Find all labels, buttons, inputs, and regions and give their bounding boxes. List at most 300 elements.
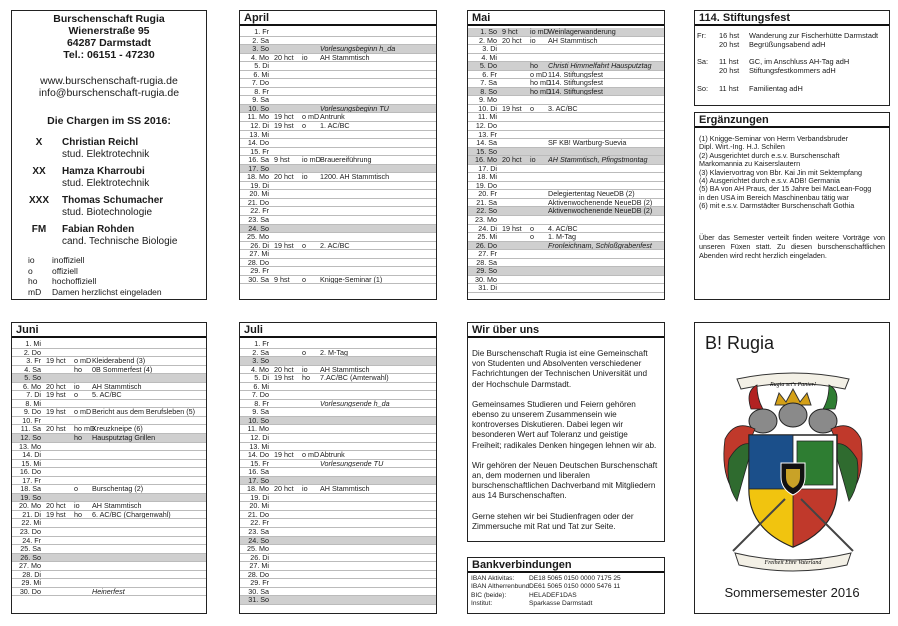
day-label: 15. Mi bbox=[21, 459, 41, 468]
day-label: 7. Do bbox=[251, 391, 269, 400]
coat-of-arms-icon bbox=[715, 369, 871, 575]
day-label: 12. Di bbox=[250, 122, 269, 131]
calendar-day-row bbox=[468, 28, 664, 37]
chargen-title: Die Chargen im SS 2016: bbox=[47, 115, 171, 127]
calendar-day-row bbox=[240, 156, 436, 165]
calendar-day-row bbox=[468, 96, 664, 105]
calendar-day-row bbox=[240, 519, 436, 528]
bank-label: BIC (beide): bbox=[471, 591, 507, 599]
time-label: 19 hst bbox=[502, 104, 522, 113]
day-label: 4. Mi bbox=[481, 53, 497, 62]
calendar-day-row bbox=[240, 242, 436, 251]
day-label: 25. Mo bbox=[247, 233, 269, 242]
about-text bbox=[472, 349, 658, 542]
calendar-day-row bbox=[240, 451, 436, 460]
day-label: 5. Di bbox=[254, 62, 269, 71]
time-label: 19 hct bbox=[274, 113, 294, 122]
day-label: 2. Mo bbox=[479, 36, 497, 45]
day-label: 14. Do bbox=[247, 451, 269, 460]
day-label: 21. Do bbox=[247, 510, 269, 519]
day-label: 13. Fr bbox=[478, 130, 497, 139]
calendar-day-row bbox=[240, 207, 436, 216]
day-label: 4. Sa bbox=[24, 365, 41, 374]
day-label: 17. So bbox=[248, 476, 269, 485]
day-label: 18. Sa bbox=[20, 485, 41, 494]
day-label: 22. So bbox=[476, 207, 497, 216]
day-label: 28. Di bbox=[22, 570, 41, 579]
day-label: 22. Fr bbox=[250, 207, 269, 216]
day-label: 16. Sa bbox=[248, 468, 269, 477]
charge-study: stud. Biotechnologie bbox=[62, 207, 153, 218]
calendar-day-row bbox=[12, 554, 206, 563]
calendar-day-row bbox=[12, 400, 206, 409]
event-label: 2. AC/BC bbox=[320, 241, 350, 250]
day-label: 27. Fr bbox=[478, 250, 497, 259]
calendar-day-row bbox=[240, 477, 436, 486]
time-label: 19 hct bbox=[46, 357, 66, 366]
calendar-day-row bbox=[240, 537, 436, 546]
day-label: 12. So bbox=[20, 434, 41, 443]
mode-label: io bbox=[302, 485, 308, 494]
calendar-day-row bbox=[240, 460, 436, 469]
calendar-day-row bbox=[240, 366, 436, 375]
day-label: 16. Mo bbox=[475, 156, 497, 165]
event-label: Hausputztag Grillen bbox=[92, 434, 156, 443]
panel-title: Bankverbindungen bbox=[468, 558, 664, 573]
calendar-day-row bbox=[12, 366, 206, 375]
day-label: 1. Fr bbox=[254, 28, 269, 36]
mode-label: ho mD bbox=[530, 87, 552, 96]
calendar-day-row bbox=[240, 502, 436, 511]
calendar-day-row bbox=[240, 216, 436, 225]
calendar-day-row bbox=[468, 216, 664, 225]
info-panel bbox=[11, 10, 207, 300]
time-label: 20 hct bbox=[274, 485, 294, 494]
event-label: Aktivenwochenende NeueDB (2) bbox=[548, 207, 653, 216]
day-label: 25. Sa bbox=[20, 545, 41, 554]
time-label: 19 hst bbox=[46, 510, 66, 519]
calendar-day-row bbox=[12, 425, 206, 434]
about-paragraph: Die Burschenschaft Rugia ist eine Gemeinschaft von Studenten und Absolventen verschiedener Fachrichtungen der Technischen Universität und der Hochschule Darmstadt. bbox=[472, 349, 648, 389]
calendar-day-row bbox=[468, 242, 664, 251]
day-label: 1. Mi bbox=[25, 340, 41, 348]
calendar-day-row bbox=[240, 139, 436, 148]
abbreviation-legend bbox=[28, 255, 162, 297]
day-label: 10. So bbox=[248, 416, 269, 425]
event-time: 20 hst bbox=[719, 40, 740, 49]
bank-label: Institut: bbox=[471, 600, 493, 608]
day-label: 31. Di bbox=[478, 284, 497, 293]
time-label: 20 hct bbox=[274, 173, 294, 182]
calendar-day-row bbox=[468, 267, 664, 276]
day-label: 18. Mo bbox=[247, 485, 269, 494]
calendar-day-row bbox=[240, 105, 436, 114]
day-label: 30. Do bbox=[19, 587, 41, 596]
calendar-day-row bbox=[240, 96, 436, 105]
calendar-day-row bbox=[240, 250, 436, 259]
day-label: 12. Do bbox=[475, 122, 497, 131]
day-label: 26. Do bbox=[475, 241, 497, 250]
day-label: 4. Mo bbox=[251, 53, 269, 62]
calendar-day-row bbox=[12, 588, 206, 597]
calendar-day-row bbox=[240, 199, 436, 208]
day-rows bbox=[240, 340, 436, 605]
about-paragraph: Wir gehören der Neuen Deutschen Burschenschaft an, dem modernen und liberalen burschenschaftlichen Dachverband mit Mitgliedern aus 14 Burschenschaften. bbox=[472, 460, 658, 501]
event-label: 3. AC/BC bbox=[548, 104, 578, 113]
calendar-day-row bbox=[12, 571, 206, 580]
day-label: 29. Fr bbox=[250, 267, 269, 276]
event-label: AH Stammtisch bbox=[320, 365, 370, 374]
mode-label: ho bbox=[74, 365, 82, 374]
day-label: 6. Mi bbox=[253, 70, 269, 79]
charge-name: Fabian Rohden bbox=[62, 224, 135, 235]
bank-value: Sparkasse Darmstadt bbox=[529, 600, 593, 608]
mode-label: o mD bbox=[74, 357, 92, 366]
calendar-day-row bbox=[12, 579, 206, 588]
day-label: 6. Fr bbox=[482, 70, 497, 79]
web-block bbox=[12, 75, 206, 99]
calendar-day-row bbox=[240, 468, 436, 477]
day-label: 5. Do bbox=[479, 62, 497, 71]
time-label: 20 hct bbox=[274, 53, 294, 62]
day-label: 26. So bbox=[20, 553, 41, 562]
event-label: Delegiertentag NeueDB (2) bbox=[548, 190, 635, 199]
crest-motto-top: Rugia sei's Panier! bbox=[770, 382, 816, 388]
event-text: Stiftungsfestkommers adH bbox=[749, 66, 836, 75]
footnote-line: (4) Ausgerichtet durch e.s.v. ADB! Germania bbox=[699, 176, 840, 186]
calendar-day-row bbox=[12, 511, 206, 520]
event-label: AH Stammtisch bbox=[320, 485, 370, 494]
day-label: 8. Mi bbox=[25, 399, 41, 408]
day-label: 22. Mi bbox=[21, 519, 41, 528]
calendar-day-row bbox=[468, 165, 664, 174]
day-label: 14. Sa bbox=[476, 139, 497, 148]
about-paragraph: Gemeinsames Studieren und Feiern gehören ebenso zu unserem Zusammensein wie kontroverses Diskutieren. Dabei legen wir besonderen Wert auf Toleranz und geistige Freiheit; radikales Denken hingegen lehnen wir ab. bbox=[472, 399, 657, 450]
calendar-day-row bbox=[468, 173, 664, 182]
time-label: 9 hst bbox=[274, 156, 290, 165]
mode-label: io bbox=[74, 382, 80, 391]
event-label: 7.AC/BC (Amterwahl) bbox=[320, 374, 389, 383]
event-label: 6. AC/BC (Chargenwahl) bbox=[92, 510, 171, 519]
day-label: 17. So bbox=[248, 164, 269, 173]
calendar-day-row bbox=[12, 528, 206, 537]
day-label: 3. Fr bbox=[26, 357, 41, 366]
day-label: 6. Mi bbox=[253, 382, 269, 391]
calendar-day-row bbox=[468, 284, 664, 293]
day-label: 20. Fr bbox=[478, 190, 497, 199]
event-label: Fronleichnam, Schloßgrabenfest bbox=[548, 241, 652, 250]
panel-title: 114. Stiftungsfest bbox=[695, 11, 889, 26]
calendar-day-row bbox=[240, 62, 436, 71]
mode-label: ho bbox=[530, 62, 538, 71]
bank-panel bbox=[467, 557, 665, 614]
day-label: 21. Sa bbox=[476, 198, 497, 207]
calendar-day-row bbox=[12, 417, 206, 426]
day-label: 19. Do bbox=[475, 181, 497, 190]
day-label: 9. Sa bbox=[252, 408, 269, 417]
time-label: 19 hst bbox=[274, 122, 294, 131]
charge-name: Thomas Schumacher bbox=[62, 195, 164, 206]
day-label: 10. Di bbox=[478, 104, 497, 113]
calendar-day-row bbox=[468, 207, 664, 216]
day-label: 15. Fr bbox=[250, 147, 269, 156]
day-label: 5. Di bbox=[254, 374, 269, 383]
month-title: Juni bbox=[12, 323, 206, 338]
mode-label: o bbox=[530, 224, 534, 233]
day-label: 9. Sa bbox=[252, 96, 269, 105]
calendar-day-row bbox=[240, 485, 436, 494]
legend-abbr: mD bbox=[28, 286, 42, 297]
day-label: 2. Do bbox=[23, 348, 41, 357]
time-label: 19 hst bbox=[274, 374, 294, 383]
website-link[interactable]: www.burschenschaft-rugia.de bbox=[40, 75, 178, 87]
event-label: Kreuzkneipe (6) bbox=[92, 425, 143, 434]
time-label: 19 hst bbox=[274, 241, 294, 250]
calendar-day-row bbox=[468, 250, 664, 259]
calendar-juli bbox=[239, 322, 437, 614]
day-label: 7. Sa bbox=[480, 79, 497, 88]
calendar-day-row bbox=[240, 579, 436, 588]
day-label: 30. Sa bbox=[248, 275, 269, 284]
event-text: Begrüßungsabend adH bbox=[749, 40, 826, 49]
calendar-day-row bbox=[240, 79, 436, 88]
day-label: 4. Mo bbox=[251, 365, 269, 374]
about-panel bbox=[467, 322, 665, 542]
mode-label: o bbox=[302, 348, 306, 357]
calendar-day-row bbox=[240, 391, 436, 400]
calendar-day-row bbox=[468, 156, 664, 165]
legend-text: Damen herzlichst eingeladen bbox=[52, 286, 162, 297]
day-label: 3. So bbox=[252, 357, 269, 366]
day-label: 10. Fr bbox=[22, 416, 41, 425]
footnote-line: Markomannia zu Kaiserslautern bbox=[699, 159, 801, 169]
calendar-day-row bbox=[240, 28, 436, 37]
day-label: 2. Sa bbox=[252, 36, 269, 45]
time-label: 20 hct bbox=[46, 502, 66, 511]
event-time: 16 hst bbox=[719, 31, 740, 40]
day-label: 14. Do bbox=[247, 139, 269, 148]
mode-label: ho mD bbox=[74, 425, 96, 434]
mode-label: ho bbox=[74, 434, 82, 443]
day-label: 11. Mi bbox=[477, 113, 497, 122]
mode-label: o bbox=[530, 104, 534, 113]
event-label: 114. Stiftungsfest bbox=[548, 70, 604, 79]
event-label: Heinerfest bbox=[92, 587, 125, 596]
calendar-juni bbox=[11, 322, 207, 614]
event-label: Abtrunk bbox=[320, 451, 345, 460]
event-label: Vorlesungsende TU bbox=[320, 459, 384, 468]
day-label: 26. Di bbox=[250, 553, 269, 562]
panel-title: Wir über uns bbox=[468, 323, 664, 338]
calendar-day-row bbox=[240, 182, 436, 191]
day-label: 16. Sa bbox=[248, 156, 269, 165]
charge-study: stud. Elektrotechnik bbox=[62, 178, 150, 189]
calendar-day-row bbox=[468, 148, 664, 157]
calendar-day-row bbox=[468, 131, 664, 140]
calendar-day-row bbox=[240, 276, 436, 285]
mode-label: io mD bbox=[302, 156, 321, 165]
stiftungsfest-panel bbox=[694, 10, 890, 106]
day-rows bbox=[240, 28, 436, 284]
event-label: Vorlesungsbeginn h_da bbox=[320, 45, 396, 54]
calendar-day-row bbox=[12, 537, 206, 546]
event-label: Weinlagerwanderung bbox=[548, 28, 616, 36]
calendar-day-row bbox=[12, 391, 206, 400]
calendar-day-row bbox=[12, 562, 206, 571]
day-label: 6. Mo bbox=[23, 382, 41, 391]
day-label: 5. So bbox=[24, 374, 41, 383]
charge-study: stud. Elektrotechnik bbox=[62, 149, 150, 160]
calendar-day-row bbox=[240, 383, 436, 392]
day-label: 30. Mo bbox=[475, 275, 497, 284]
calendar-day-row bbox=[12, 468, 206, 477]
legend-text: offiziell bbox=[52, 265, 78, 276]
mode-label: io mD bbox=[530, 28, 549, 36]
cover-panel bbox=[694, 322, 890, 614]
calendar-day-row bbox=[240, 173, 436, 182]
calendar-day-row bbox=[468, 113, 664, 122]
event-label: Christi Himmelfahrt Hausputztag bbox=[548, 62, 652, 71]
legend-text: hochoffiziell bbox=[52, 276, 97, 286]
day-label: 28. Do bbox=[247, 570, 269, 579]
bank-row bbox=[471, 592, 662, 600]
calendar-day-row bbox=[240, 425, 436, 434]
event-text: GC, im Anschluss AH-Tag adH bbox=[749, 57, 850, 66]
calendar-day-row bbox=[240, 165, 436, 174]
event-label: 4. AC/BC bbox=[548, 224, 578, 233]
event-label: AH Stammtisch bbox=[92, 382, 142, 391]
calendar-day-row bbox=[468, 182, 664, 191]
bank-row bbox=[471, 600, 662, 608]
day-label: 22. Fr bbox=[250, 519, 269, 528]
event-day: So: bbox=[697, 84, 709, 93]
mode-label: io bbox=[530, 156, 536, 165]
day-label: 17. Di bbox=[478, 164, 497, 173]
day-label: 8. Fr bbox=[254, 399, 269, 408]
calendar-day-row bbox=[12, 383, 206, 392]
day-label: 20. Mi bbox=[249, 502, 269, 511]
calendar-day-row bbox=[468, 225, 664, 234]
day-label: 29. Mi bbox=[21, 579, 41, 588]
mode-label: ho bbox=[74, 510, 82, 519]
calendar-day-row bbox=[240, 400, 436, 409]
day-label: 19. Di bbox=[250, 493, 269, 502]
calendar-day-row bbox=[240, 528, 436, 537]
bank-value: HELADEF1DAS bbox=[529, 591, 577, 599]
charge-name: Christian Reichl bbox=[62, 137, 139, 148]
day-label: 15. So bbox=[476, 147, 497, 156]
day-label: 28. Do bbox=[247, 258, 269, 267]
event-label: AH Stammtisch bbox=[320, 53, 370, 62]
time-label: 9 hct bbox=[502, 28, 518, 36]
brand-title: B! Rugia bbox=[705, 333, 775, 353]
day-label: 13. Mo bbox=[19, 442, 41, 451]
calendar-day-row bbox=[240, 562, 436, 571]
lecture-note: Über das Semester verteilt finden weitere Vorträge von unseren Füxen statt. Zu diesen burschenschaftlichen Abenden wird recht herzlich eingeladen. bbox=[699, 233, 885, 260]
day-label: 25. Mo bbox=[247, 545, 269, 554]
day-label: 13. Mi bbox=[249, 442, 269, 451]
calendar-day-row bbox=[240, 511, 436, 520]
bank-rows bbox=[471, 575, 662, 609]
bank-value: DE18 5065 0150 0000 7175 25 bbox=[529, 575, 621, 582]
calendar-day-row bbox=[12, 340, 206, 349]
crest-motto-bottom: Freiheit Ehre Vaterland bbox=[764, 560, 822, 566]
calendar-day-row bbox=[12, 349, 206, 358]
event-label: 1200. AH Stammtisch bbox=[320, 173, 390, 182]
footnote-line: (5) BA von AH Praus, der 15 Jahre bei MacLean-Fogg bbox=[699, 184, 872, 194]
calendar-day-row bbox=[12, 374, 206, 383]
calendar-day-row bbox=[240, 417, 436, 426]
calendar-day-row bbox=[240, 443, 436, 452]
calendar-day-row bbox=[240, 71, 436, 80]
footnote-list bbox=[699, 135, 885, 211]
bank-row bbox=[471, 575, 662, 583]
event-time: 20 hst bbox=[719, 66, 740, 75]
city: 64287 Darmstadt bbox=[66, 37, 152, 49]
day-label: 23. Sa bbox=[248, 216, 269, 225]
calendar-day-row bbox=[12, 519, 206, 528]
time-label: 19 hct bbox=[274, 451, 294, 460]
bank-label: IBAN Aktivitas: bbox=[471, 575, 515, 582]
street: Wienerstraße 95 bbox=[68, 25, 150, 37]
calendar-day-row bbox=[468, 71, 664, 80]
time-label: 20 hct bbox=[274, 365, 294, 374]
day-label: 30. Sa bbox=[248, 587, 269, 596]
day-label: 31. So bbox=[248, 596, 269, 605]
calendar-day-row bbox=[468, 62, 664, 71]
day-label: 27. Mi bbox=[249, 562, 269, 571]
day-label: 15. Fr bbox=[250, 459, 269, 468]
calendar-day-row bbox=[240, 571, 436, 580]
day-label: 29. Fr bbox=[250, 579, 269, 588]
calendar-day-row bbox=[12, 460, 206, 469]
day-label: 1. So bbox=[480, 28, 497, 36]
day-label: 3. So bbox=[252, 45, 269, 54]
legend-abbr: ho bbox=[28, 276, 38, 286]
mode-label: io bbox=[302, 53, 308, 62]
calendar-day-row bbox=[240, 374, 436, 383]
ergaenzungen-panel bbox=[694, 112, 890, 300]
day-label: 1. Fr bbox=[254, 340, 269, 348]
mode-label: o bbox=[74, 391, 78, 400]
day-label: 24. Di bbox=[478, 224, 497, 233]
day-label: 7. Di bbox=[26, 391, 41, 400]
calendar-day-row bbox=[240, 596, 436, 605]
calendar-day-row bbox=[468, 259, 664, 268]
event-day: Fr: bbox=[697, 31, 707, 40]
event-label: 2. M-Tag bbox=[320, 348, 348, 357]
email-link[interactable]: info@burschenschaft-rugia.de bbox=[38, 87, 180, 99]
calendar-day-row bbox=[240, 434, 436, 443]
calendar-day-row bbox=[12, 357, 206, 366]
calendar-day-row bbox=[240, 545, 436, 554]
calendar-day-row bbox=[240, 340, 436, 349]
calendar-day-row bbox=[468, 88, 664, 97]
day-label: 9. Do bbox=[23, 408, 41, 417]
day-label: 19. Di bbox=[250, 181, 269, 190]
day-label: 28. Sa bbox=[476, 258, 497, 267]
day-label: 19. So bbox=[20, 493, 41, 502]
legend-abbr: o bbox=[28, 265, 33, 276]
mode-label: ho mD bbox=[530, 79, 552, 88]
event-label: AH Stammtisch bbox=[548, 36, 598, 45]
day-label: 21. Di bbox=[22, 510, 41, 519]
day-label: 10. So bbox=[248, 104, 269, 113]
day-label: 18. Mo bbox=[247, 173, 269, 182]
day-label: 29. So bbox=[476, 267, 497, 276]
calendar-day-row bbox=[468, 54, 664, 63]
footnote-line: (6) mit e.s.v. Darmstädter Burschenschaft Gothia bbox=[699, 201, 855, 211]
